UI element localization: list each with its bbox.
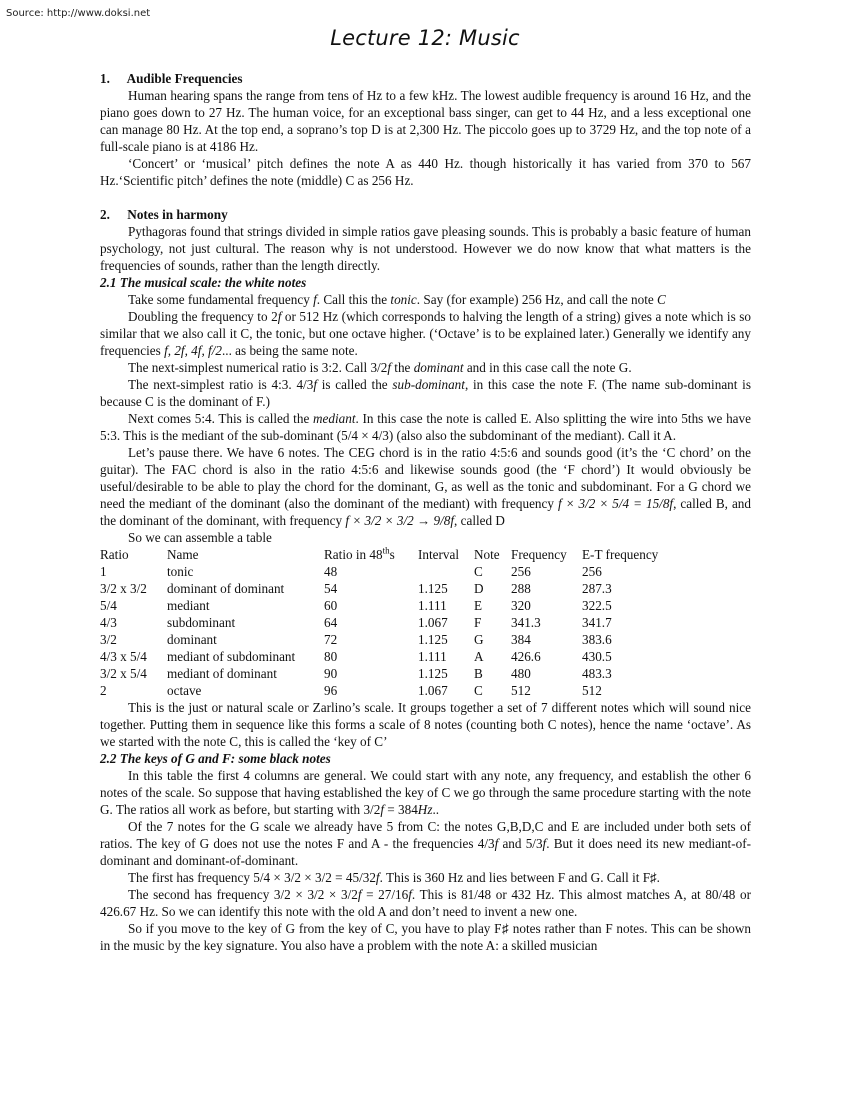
- table-cell: 483.3: [582, 666, 612, 681]
- table-cell: G: [474, 632, 484, 647]
- paragraph: Take some fundamental frequency f. Call this the tonic. Say (for example) 256 Hz, and call the note C: [128, 292, 666, 307]
- table-cell: 256: [582, 564, 602, 579]
- table-cell: 64: [324, 615, 338, 630]
- paragraph: The second has frequency 3/2 × 3/2 × 3/2f = 27/16f. This is 81/48 or 432 Hz. This almost matches A, at 80/48 or 426.67 Hz. So we can identify this note with the old A and don’t need to invent a new one.: [100, 887, 751, 919]
- table-cell: 480: [511, 666, 531, 681]
- table-header-cell: Interval: [418, 547, 460, 562]
- source-url: Source: http://www.doksi.net: [6, 8, 151, 19]
- table-cell: 341.3: [511, 615, 541, 630]
- table-row: [100, 682, 662, 699]
- table-header-cell: Ratio in 48ths: [324, 545, 395, 562]
- paragraph: So if you move to the key of G from the key of C, you have to play F♯ notes rather than F notes. This can be shown in the music by the key signature. You also have a problem with the note A: a skilled musician: [100, 921, 751, 953]
- table-cell: 3/2 x 3/2: [100, 581, 147, 596]
- table-cell: octave: [167, 683, 202, 698]
- table-cell: 1.111: [418, 649, 447, 664]
- table-row: [100, 563, 662, 580]
- table-cell: 3/2: [100, 632, 117, 647]
- table-cell: 1.125: [418, 581, 448, 596]
- table-cell: D: [474, 581, 484, 596]
- section-title: Audible Frequencies: [126, 71, 243, 86]
- table-header-cell: Frequency: [511, 547, 567, 562]
- paragraph: The next-simplest numerical ratio is 3:2. Call 3/2f the dominant and in this case call the note G.: [128, 360, 632, 375]
- table-cell: 54: [324, 581, 338, 596]
- table-cell: 2: [100, 683, 107, 698]
- table-cell: dominant of dominant: [167, 581, 285, 596]
- table-cell: 341.7: [582, 615, 612, 630]
- table-cell: 96: [324, 683, 338, 698]
- table-cell: 1.067: [418, 615, 448, 630]
- subsection-heading: 2.1 The musical scale: the white notes: [100, 275, 307, 290]
- table-cell: 48: [324, 564, 338, 579]
- table-header-cell: Name: [167, 547, 199, 562]
- table-cell: C: [474, 564, 483, 579]
- paragraph: This is the just or natural scale or Zarlino’s scale. It groups together a set of 7 different notes which will sound nice together. Putting them in sequence like this forms a scale of 8 notes (counting both C notes), hence the name ‘octave’. As we started with the note C, this is called the ‘key of C’: [100, 700, 751, 749]
- table-cell: subdominant: [167, 615, 236, 630]
- table-row: [100, 597, 662, 614]
- section-heading: [100, 206, 751, 223]
- paragraph: In this table the first 4 columns are general. We could start with any note, any frequency, and establish the other 6 notes of the scale. So suppose that having established the key of C we go through the same procedure starting with the note G. The ratios all work as before, but starting with 3/2f = 384Hz..: [100, 768, 751, 817]
- table-row: [100, 580, 662, 597]
- table-header-cell: E-T frequency: [582, 547, 659, 562]
- table-cell: 1.111: [418, 598, 447, 613]
- paragraph: So we can assemble a table: [128, 530, 272, 545]
- section-number: 1.: [100, 71, 110, 86]
- table-cell: E: [474, 598, 483, 613]
- section-title: Notes in harmony: [127, 207, 228, 222]
- table-cell: 60: [324, 598, 338, 613]
- table-cell: mediant of subdominant: [167, 649, 296, 664]
- table-cell: 256: [511, 564, 531, 579]
- table-cell: mediant: [167, 598, 210, 613]
- section-heading: [100, 70, 751, 87]
- paragraph: Human hearing spans the range from tens of Hz to a few kHz. The lowest audible frequency is around 16 Hz, and the piano goes down to 27 Hz. The human voice, for an exceptional bass singer, can get to 44 Hz, and a less exceptional one can manage 80 Hz. At the top end, a soprano’s top D is at 2,300 Hz. The piccolo goes up to 3729 Hz, and the top note of a full-scale piano is at 4186 Hz.: [100, 88, 751, 154]
- table-cell: 1.125: [418, 666, 448, 681]
- table-cell: mediant of dominant: [167, 666, 277, 681]
- table-cell: C: [474, 683, 483, 698]
- table-row: [100, 631, 662, 648]
- table-row: [100, 614, 662, 631]
- document-body: [100, 70, 751, 954]
- table-cell: 384: [511, 632, 531, 647]
- paragraph: The next-simplest ratio is 4:3. 4/3f is called the sub-dominant, in this case the note F. (The name sub-dominant is because C is the dominant of F.): [100, 377, 751, 409]
- table-cell: 1.125: [418, 632, 448, 647]
- table-cell: F: [474, 615, 482, 630]
- table-cell: B: [474, 666, 483, 681]
- table-cell: 322.5: [582, 598, 612, 613]
- subsection-heading: 2.2 The keys of G and F: some black notes: [100, 751, 331, 766]
- table-cell: 287.3: [582, 581, 612, 596]
- table-cell: dominant: [167, 632, 217, 647]
- table-cell: 5/4: [100, 598, 117, 613]
- table-cell: 288: [511, 581, 531, 596]
- table-cell: 3/2 x 5/4: [100, 666, 147, 681]
- table-cell: 90: [324, 666, 338, 681]
- table-cell: 430.5: [582, 649, 612, 664]
- paragraph: Pythagoras found that strings divided in simple ratios gave pleasing sounds. This is probably a basic feature of human psychology, not just cultural. The reason why is not understood. However we do now know that what matters is the frequencies of sounds, rather than the length directly.: [100, 224, 751, 273]
- table-cell: 426.6: [511, 649, 541, 664]
- paragraph: Doubling the frequency to 2f or 512 Hz (which corresponds to halving the length of a string) gives a note which is so similar that we also call it C, the tonic, but one octave higher. (‘Octave’ is to be explained later.) Generally we identify any frequencies f, 2f, 4f, f/2... as being the same note.: [100, 309, 751, 358]
- table-cell: 80: [324, 649, 338, 664]
- paragraph: ‘Concert’ or ‘musical’ pitch defines the note A as 440 Hz. though historically it has varied from 370 to 567 Hz.‘Scientific pitch’ defines the note (middle) C as 256 Hz.: [100, 156, 751, 188]
- table-cell: 1.067: [418, 683, 448, 698]
- table-cell: 512: [582, 683, 602, 698]
- table-row: [100, 665, 662, 682]
- table-cell: 320: [511, 598, 531, 613]
- table-header-cell: Note: [474, 547, 500, 562]
- section-number: 2.: [100, 207, 110, 222]
- table-cell: 4/3 x 5/4: [100, 649, 147, 664]
- table-header-row: [100, 546, 662, 563]
- scale-table: [100, 546, 662, 699]
- table-cell: 383.6: [582, 632, 612, 647]
- paragraph: Next comes 5:4. This is called the mediant. In this case the note is called E. Also splitting the wire into 5ths we have 5:3. This is the mediant of the sub-dominant (5/4 × 4/3) (also also the subdominant of the mediant). Call it A.: [100, 411, 751, 443]
- paragraph: The first has frequency 5/4 × 3/2 × 3/2 = 45/32f. This is 360 Hz and lies between F and G. Call it F♯.: [128, 870, 660, 885]
- paragraph: Let’s pause there. We have 6 notes. The CEG chord is in the ratio 4:5:6 and sounds good (it’s the ‘C chord’ on the guitar). The FAC chord is also in the ratio 4:5:6 and likewise sounds good (the ‘F chord’) It would obviously be useful/desirable to be able to play the chord for the dominant, G, as well as the tonic and subdominant. For a G chord we need the mediant of the dominant (also the dominant of the mediant) with frequency f × 3/2 × 5/4 = 15/8f, called B, and the dominant of the dominant, with frequency f × 3/2 × 3/2 → 9/8f, called D: [100, 445, 751, 528]
- table-header-cell: Ratio: [100, 547, 129, 562]
- table-row: [100, 648, 662, 665]
- table-cell: 72: [324, 632, 338, 647]
- page-title: Lecture 12: Music: [330, 26, 520, 50]
- paragraph: Of the 7 notes for the G scale we already have 5 from C: the notes G,B,D,C and E are included under both sets of ratios. The key of G does not use the notes F and A - the frequencies 4/3f and 5/3f. But it does need its new mediant-of-dominant and dominant-of-dominant.: [100, 819, 751, 868]
- table-cell: 512: [511, 683, 531, 698]
- table-cell: 1: [100, 564, 107, 579]
- table-cell: 4/3: [100, 615, 117, 630]
- table-cell: A: [474, 649, 484, 664]
- table-cell: tonic: [167, 564, 194, 579]
- table-cell: [418, 563, 474, 580]
